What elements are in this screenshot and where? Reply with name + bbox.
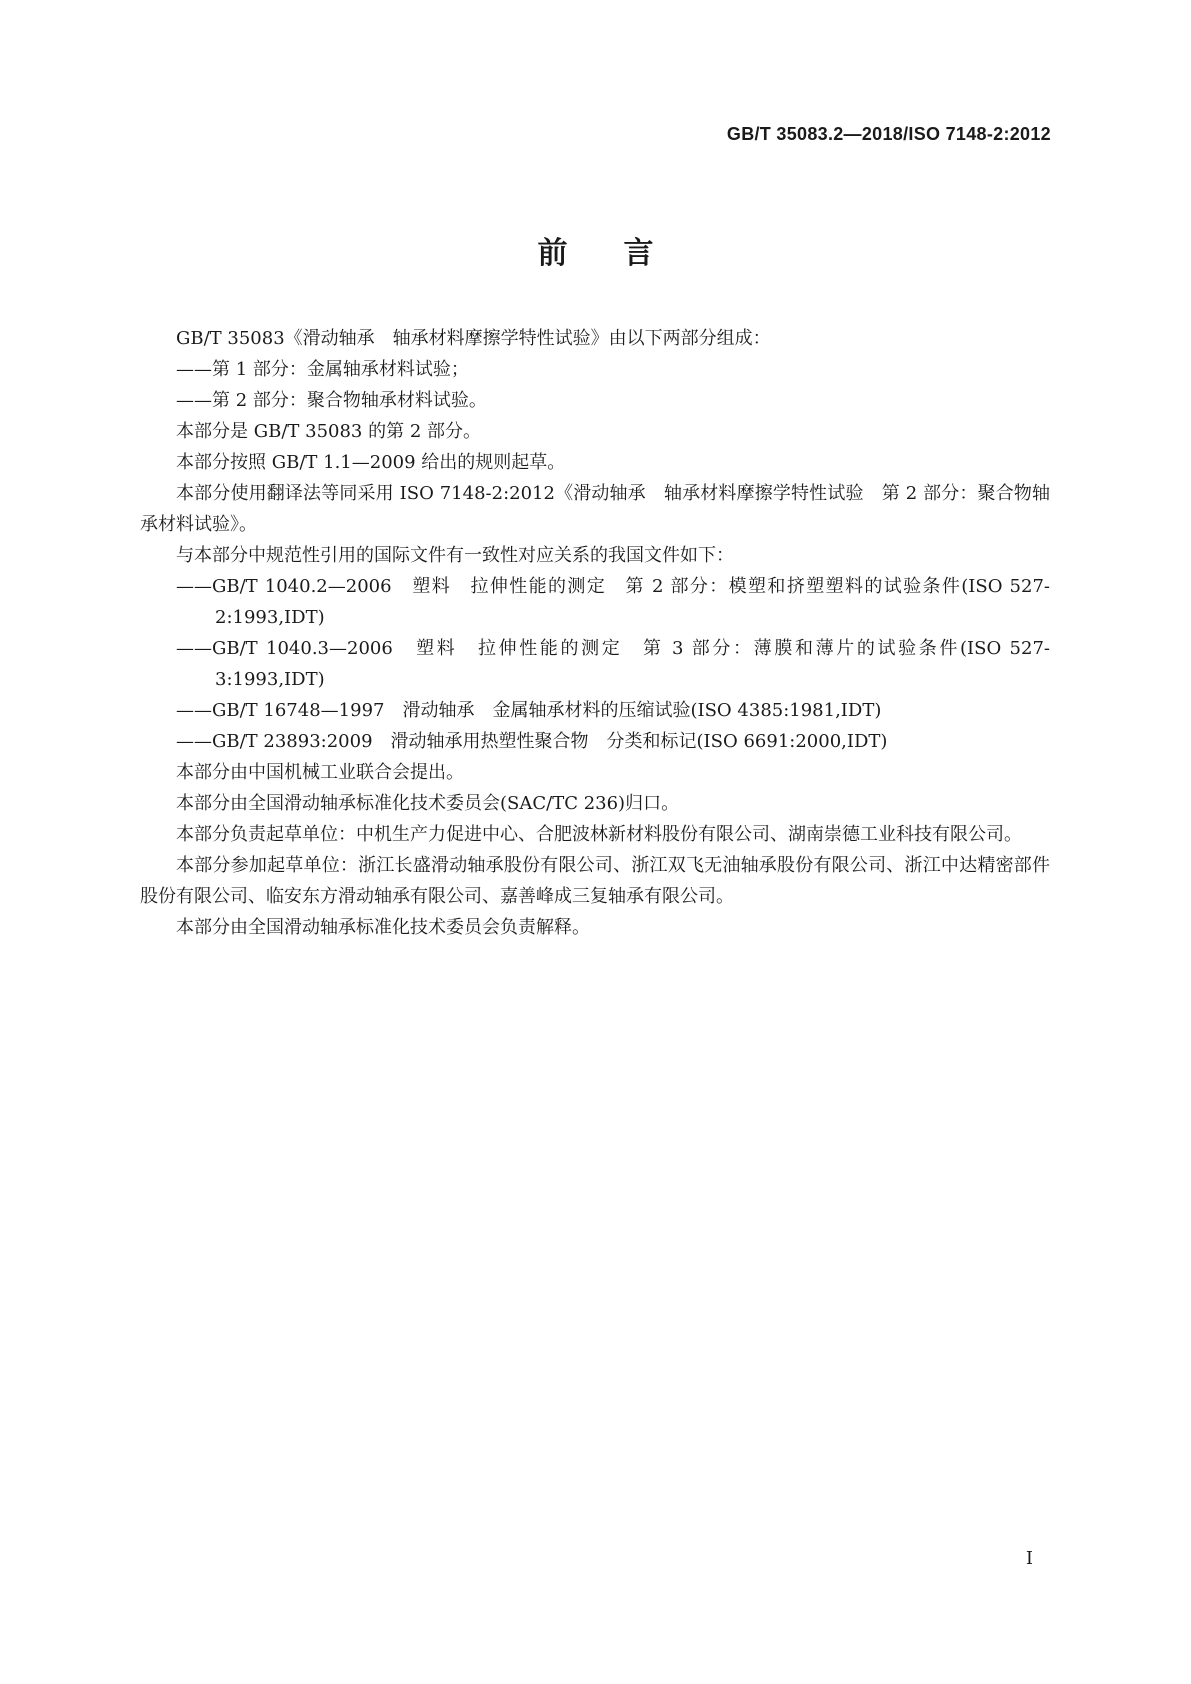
list-item-part-1: ——第 1 部分：金属轴承材料试验； — [176, 359, 469, 380]
page-number: I — [1025, 1548, 1033, 1569]
paragraph-part-statement: 本部分是 GB/T 35083 的第 2 部分。 — [176, 421, 481, 442]
paragraph-main-drafters: 本部分负责起草单位：中机生产力促进中心、合肥波林新材料股份有限公司、湖南崇德工业科技有限公司。 — [176, 824, 1022, 845]
reference-item-gbt-1040-2: ——GB/T 1040.2—2006 塑料 拉伸性能的测定 第 2 部分：模塑和挤塑塑料的试验条件(ISO 527-2:1993,IDT) — [176, 576, 1050, 628]
page-title: 前言 — [537, 236, 710, 271]
reference-item-gbt-1040-3: ——GB/T 1040.3—2006 塑料 拉伸性能的测定 第 3 部分：薄膜和薄片的试验条件(ISO 527-3:1993,IDT) — [176, 638, 1050, 690]
paragraph-drafting-rules: 本部分按照 GB/T 1.1—2009 给出的规则起草。 — [176, 452, 566, 473]
foreword-body — [140, 323, 1050, 943]
reference-item-gbt-16748: ——GB/T 16748—1997 滑动轴承 金属轴承材料的压缩试验(ISO 4385:1981,IDT) — [176, 700, 882, 721]
paragraph-proposed-by: 本部分由中国机械工业联合会提出。 — [176, 762, 464, 783]
paragraph-under-jurisdiction: 本部分由全国滑动轴承标准化技术委员会(SAC/TC 236)归口。 — [176, 793, 680, 814]
paragraph-composition: GB/T 35083《滑动轴承 轴承材料摩擦学特性试验》由以下两部分组成： — [176, 328, 771, 349]
paragraph-participating-drafters: 本部分参加起草单位：浙江长盛滑动轴承股份有限公司、浙江双飞无油轴承股份有限公司、浙江中达精密部件股份有限公司、临安东方滑动轴承有限公司、嘉善峰成三复轴承有限公司。 — [140, 855, 1050, 907]
paragraph-references-intro: 与本部分中规范性引用的国际文件有一致性对应关系的我国文件如下： — [176, 545, 734, 566]
standard-number: GB/T 35083.2—2018/ISO 7148-2:2012 — [726, 124, 1051, 144]
paragraph-interpretation: 本部分由全国滑动轴承标准化技术委员会负责解释。 — [176, 917, 590, 938]
list-item-part-2: ——第 2 部分：聚合物轴承材料试验。 — [176, 390, 487, 411]
reference-item-gbt-23893: ——GB/T 23893:2009 滑动轴承用热塑性聚合物 分类和标记(ISO 6691:2000,IDT) — [176, 731, 888, 752]
paragraph-adoption: 本部分使用翻译法等同采用 ISO 7148-2:2012《滑动轴承 轴承材料摩擦学特性试验 第 2 部分：聚合物轴承材料试验》。 — [140, 483, 1050, 535]
